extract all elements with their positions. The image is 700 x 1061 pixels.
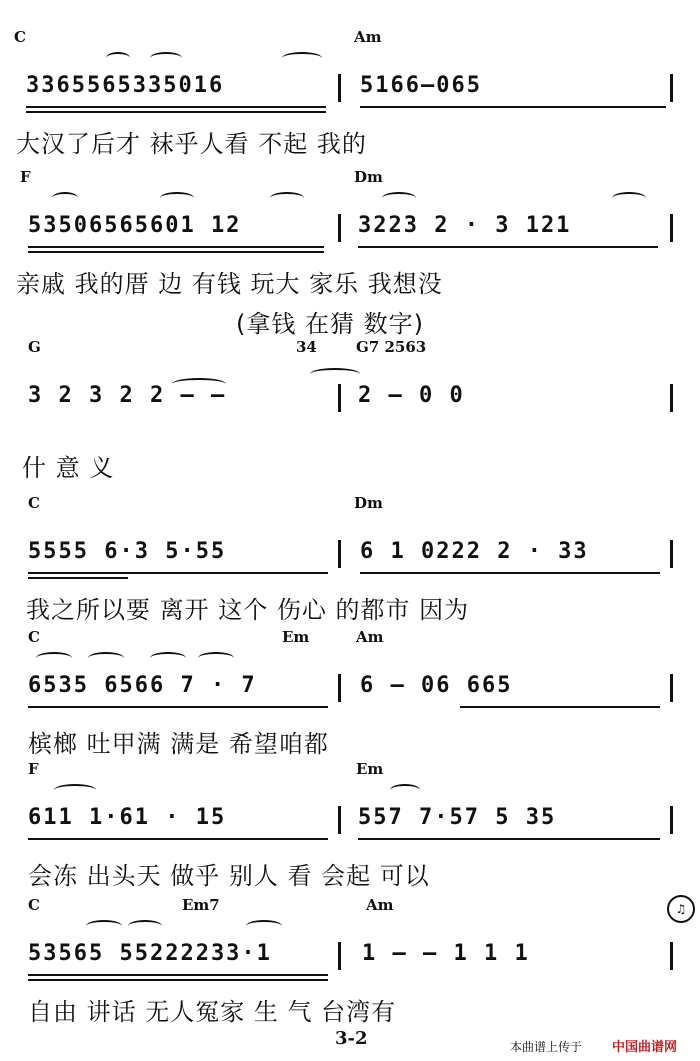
lyric-line-alt: (拿钱 在猜 数字): [236, 310, 424, 338]
lyric-line: 槟榔 吐甲满 满是 希望咱都: [28, 730, 329, 758]
barline: [670, 214, 673, 242]
notes-left: 3365565335016: [26, 73, 225, 98]
chord-label: Em: [282, 628, 310, 646]
underline: [28, 577, 128, 579]
notes-right: 2 — 0 0: [358, 383, 465, 408]
system-7: [0, 896, 700, 1026]
notes-right: 5166—065: [360, 73, 482, 98]
system-6: [0, 760, 700, 890]
barline: [338, 806, 341, 834]
lyric-line: 大汉了后才 袜乎人看 不起 我的: [16, 130, 367, 158]
chord-label: C: [28, 494, 40, 512]
barline: [338, 384, 341, 412]
slur: [282, 52, 322, 64]
chord-label: Dm: [354, 168, 383, 186]
slur: [246, 920, 282, 932]
barline: [670, 806, 673, 834]
barline: [670, 942, 673, 970]
chord-label: Am: [366, 896, 394, 914]
underline: [26, 106, 326, 108]
chord-label: 34: [296, 338, 317, 356]
barline: [338, 540, 341, 568]
underline: [28, 979, 328, 981]
notes-left: 5555 6·3 5·55: [28, 539, 227, 564]
underline: [358, 246, 658, 248]
barline: [338, 674, 341, 702]
slur: [150, 52, 182, 64]
chord-label: C: [28, 628, 40, 646]
slur: [310, 368, 360, 380]
notes-left: 53506565601 12: [28, 213, 242, 238]
lyric-line: 亲戚 我的厝 边 有钱 玩大 家乐 我想没: [16, 270, 443, 298]
chord-label: Em: [356, 760, 384, 778]
slur: [54, 784, 96, 796]
underline: [28, 246, 324, 248]
underline: [28, 838, 328, 840]
chord-label: Dm: [354, 494, 383, 512]
barline: [338, 214, 341, 242]
system-4: [0, 494, 700, 624]
notes-right: 6 1 0222 2 · 33: [360, 539, 589, 564]
notes-left: 6535 6566 7 · 7: [28, 673, 257, 698]
slur: [150, 652, 186, 664]
barline: [338, 942, 341, 970]
chord-label: Am: [354, 28, 382, 46]
notes-right: 3223 2 · 3 121: [358, 213, 572, 238]
chord-label: G7 2563: [356, 338, 427, 356]
chord-label: F: [20, 168, 31, 186]
lyric-line: 会冻 出头天 做乎 别人 看 会起 可以: [28, 862, 430, 890]
barline: [670, 674, 673, 702]
notes-right: 1 — — 1 1 1: [362, 941, 530, 966]
slur: [160, 192, 194, 204]
slur: [198, 652, 234, 664]
lyric-line: 什 意 义: [22, 454, 115, 482]
system-1: [0, 28, 700, 158]
chord-label: C: [14, 28, 26, 46]
lyric-line: 我之所以要 离开 这个 伤心 的都市 因为: [26, 596, 470, 624]
chord-label: C: [28, 896, 40, 914]
site-logo: 中国曲谱网: [612, 1040, 678, 1055]
notes-left: 53565 55222233·1: [28, 941, 272, 966]
underline: [358, 838, 660, 840]
slur: [612, 192, 646, 204]
chord-label: Am: [356, 628, 384, 646]
circular-stamp-icon: ♫: [667, 895, 695, 923]
underline: [460, 706, 660, 708]
system-2: [0, 168, 700, 338]
notes-left: 3 2 3 2 2 — —: [28, 383, 227, 408]
upload-credit: 本曲谱上传于: [510, 1040, 583, 1054]
slur: [106, 52, 130, 64]
notes-right: 6 — 06 665: [360, 673, 513, 698]
barline: [670, 384, 673, 412]
chord-label: G: [28, 338, 41, 356]
slur: [52, 192, 78, 204]
barline: [670, 540, 673, 568]
system-3: [0, 338, 700, 482]
barline: [338, 74, 341, 102]
underline: [28, 251, 324, 253]
underline: [28, 572, 328, 574]
system-5: [0, 628, 700, 758]
slur: [86, 920, 122, 932]
slur: [128, 920, 162, 932]
slur: [36, 652, 72, 664]
underline: [360, 106, 666, 108]
chord-label: Em7: [182, 896, 220, 914]
notes-left: 611 1·61 · 15: [28, 805, 227, 830]
slur: [382, 192, 416, 204]
slur: [390, 784, 420, 796]
underline: [28, 706, 328, 708]
slur: [270, 192, 304, 204]
chord-label: F: [28, 760, 39, 778]
lyric-line: 自由 讲话 无人冤家 生 气 台湾有: [28, 998, 397, 1026]
slur: [88, 652, 124, 664]
notes-right: 557 7·57 5 35: [358, 805, 557, 830]
underline: [28, 974, 328, 976]
page-number: 3-2: [335, 1028, 368, 1049]
barline: [670, 74, 673, 102]
underline: [360, 572, 660, 574]
underline: [26, 111, 326, 113]
